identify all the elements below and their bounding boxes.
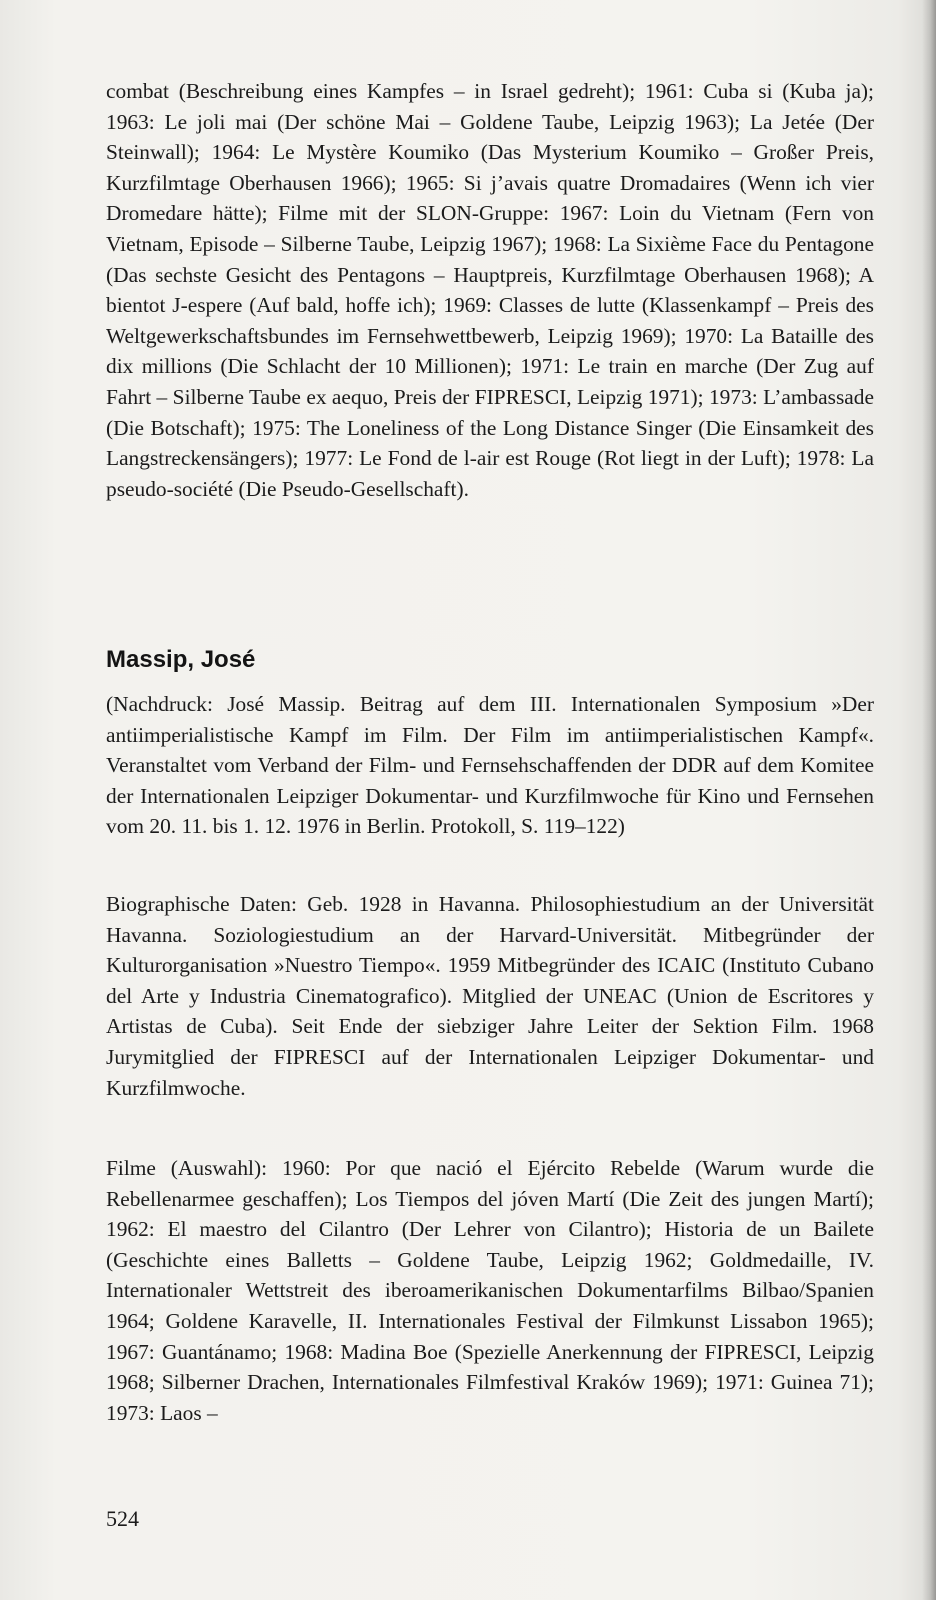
page-number: 524 (106, 1506, 139, 1531)
paragraph-reprint-note: (Nachdruck: José Massip. Beitrag auf dem III. Internationalen Symposium »Der antiimperialistische Kampf im Film. Der Film im antiimperialistischen Kampf«. Veranstaltet vom Verband der Film- und Fernsehschaffenden der DDR auf dem Komitee der Internationalen Leipziger Dokumentar- und Kurzfilmwoche für Kino und Fernsehen vom 20. 11. bis 1. 12. 1976 in Berlin. Protokoll, S. 119–122) (106, 692, 874, 839)
entry-heading: Massip, José (106, 646, 256, 673)
paragraph-biography: Biographische Daten: Geb. 1928 in Havanna. Philosophiestudium an der Universität Havanna. Soziologiestudium an der Harvard-Universität. Mitbegründer der Kulturorganisation »Nuestro Tiempo«. 1959 Mitbegründer des ICAIC (Instituto Cubano del Arte y Industria Cinematografico). Mitglied der UNEAC (Union de Escritores y Artistas de Cuba). Seit Ende der siebziger Jahre Leiter der Sektion Film. 1968 Jurymitglied der FIPRESCI auf der Internationalen Leipziger Dokumentar- und Kurzfilmwoche. (106, 892, 874, 1100)
page-edge-shadow (922, 0, 936, 1600)
paragraph-filmography: Filme (Auswahl): 1960: Por que nació el Ejército Rebelde (Warum wurde die Rebellenarmee geschaffen); Los Tiempos del jóven Martí (Die Zeit des jungen Martí); 1962: El maestro del Cilantro (Der Lehrer von Cilantro); Historia de un Bailete (Geschichte eines Balletts – Goldene Taube, Leipzig 1962; Goldmedaille, IV. Internationaler Wettstreit des iberoamerikanischen Dokumentarfilms Bilbao/Spanien 1964; Goldene Karavelle, II. Internationales Festival der Filmkunst Lissabon 1965); 1967: Guantánamo; 1968: Madina Boe (Spezielle Anerkennung der FIPRESCI, Leipzig 1968; Silberner Drachen, Internationales Filmfestival Kraków 1969); 1971: Guinea 71); 1973: Laos – (106, 1156, 874, 1425)
paragraph-filmography-continued: combat (Beschreibung eines Kampfes – in Israel gedreht); 1961: Cuba si (Kuba ja); 1963: Le joli mai (Der schöne Mai – Goldene Taube, Leipzig 1963); La Jetée (Der Steinwall); 1964: Le Mystère Koumiko (Das Mysterium Koumiko – Großer Preis, Kurzfilmtage Oberhausen 1966); 1965: Si j’avais quatre Dromadaires (Wenn ich vier Dromedare hätte); Filme mit der SLON-Gruppe: 1967: Loin du Vietnam (Fern von Vietnam, Episode – Silberne Taube, Leipzig 1967); 1968: La Sixième Face du Pentagone (Das sechste Gesicht des Pentagons – Hauptpreis, Kurzfilmtage Oberhausen 1968); A bientot J-espere (Auf bald, hoffe ich); 1969: Classes de lutte (Klassenkampf – Preis des Weltgewerkschaftsbundes im Fernsehwettbewerb, Leipzig 1969); 1970: La Bataille des dix millions (Die Schlacht der 10 Millionen); 1971: Le train en marche (Der Zug auf Fahrt – Silberne Taube ex aequo, Preis der FIPRESCI, Leipzig 1971); 1973: L’ambassade (Die Botschaft); 1975: The Loneliness of the Long Distance Singer (Die Einsamkeit des Langstreckensängers); 1977: Le Fond de l-air est Rouge (Rot liegt in der Luft); 1978: La pseudo-société (Die Pseudo-Gesellschaft). (106, 79, 874, 501)
